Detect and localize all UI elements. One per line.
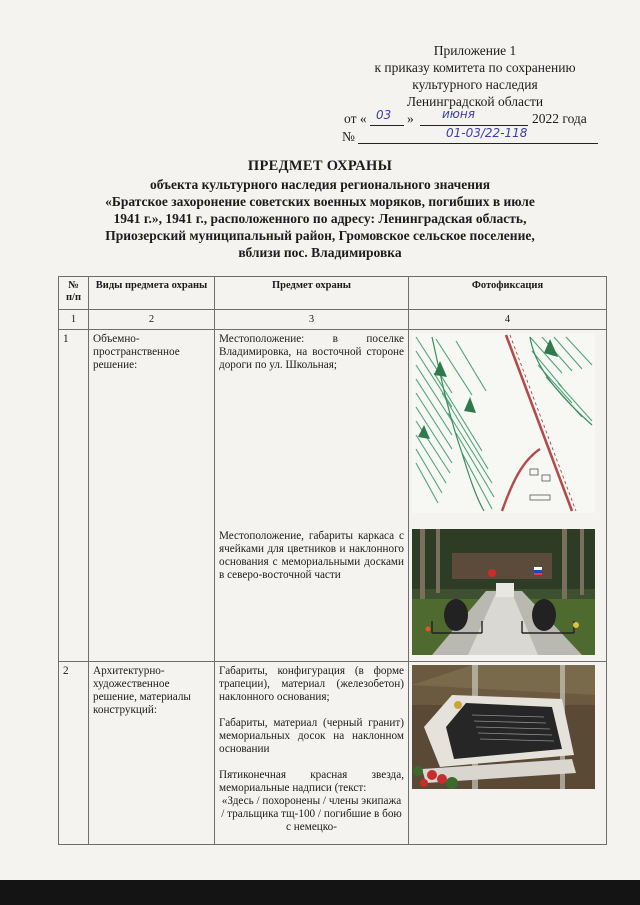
title-line-5: вблизи пос. Владимировка: [238, 245, 402, 260]
table-header-row: [59, 277, 607, 310]
row-type: Объемно-пространственное решение:: [89, 330, 215, 662]
row-photos: [409, 662, 607, 845]
header-photo: Фотофиксация: [409, 277, 607, 310]
memorial-overview-photo: [412, 529, 595, 655]
document-title: [60, 158, 580, 261]
column-number-row: [59, 310, 607, 330]
row-number: 2: [59, 662, 89, 845]
row-subject-plates: Габариты, материал (черный гранит) мемориальных досок на наклонном основании: [219, 717, 404, 755]
date-month-handwritten: июня: [442, 107, 475, 121]
appendix-committee-line: культурного наследия: [412, 77, 538, 92]
location-map-image: [412, 333, 595, 513]
number-handwritten: 01-03/22-118: [446, 126, 528, 140]
row-subject-frame: Местоположение, габариты каркаса с ячейками для цветников и наклонного основания с мемориальными досками в северо-восточной части: [219, 530, 404, 581]
table-row: [59, 330, 607, 662]
date-day-underline: [370, 125, 404, 126]
number-prefix: №: [342, 129, 355, 144]
header-subject: Предмет охраны: [215, 277, 409, 310]
col-number-2: 2: [89, 310, 215, 330]
date-prefix: от «: [344, 111, 367, 126]
memorial-plates-photo: [412, 665, 595, 789]
appendix-order-line: к приказу комитета по сохранению: [374, 60, 576, 75]
title-main: ПРЕДМЕТ ОХРАНЫ: [247, 158, 393, 174]
date-day-handwritten: 03: [376, 108, 392, 122]
appendix-region-line: Ленинградской области: [406, 94, 544, 109]
title-line-4: Приозерский муниципальный район, Громовское сельское поселение,: [105, 228, 535, 243]
row-subject-inscription: «Здесь / похоронены / члены экипажа / тральщика тщ-100 / погибшие в бою с немецко-: [221, 795, 402, 833]
protection-table: [58, 276, 607, 845]
header-type: Виды предмета охраны: [89, 277, 215, 310]
number-underline: [358, 143, 598, 144]
row-subject-location: Местоположение: в поселке Владимировка, на восточной стороне дороги по ул. Школьная;: [219, 333, 404, 371]
row-subject: [215, 662, 409, 845]
photo-gap: [412, 513, 603, 529]
title-line-3: 1941 г.», 1941 г., расположенного по адресу: Ленинградская область,: [113, 211, 527, 226]
title-line-1: объекта культурного наследия регионального значения: [149, 177, 491, 192]
header-number: № п/п: [59, 277, 89, 310]
row-photos: [409, 330, 607, 662]
scan-bottom-edge: [0, 880, 640, 905]
col-number-1: 1: [59, 310, 89, 330]
row-subject-star: Пятиконечная красная звезда, мемориальные надписи (текст:: [219, 769, 404, 794]
date-mid: »: [407, 111, 414, 126]
appendix-title: Приложение 1: [433, 43, 517, 58]
appendix-header: [342, 42, 600, 148]
row-subject-base: Габариты, конфигурация (в форме трапеции), материал (железобетон) наклонного основания;: [219, 665, 404, 703]
row-number: 1: [59, 330, 89, 662]
table-row: [59, 662, 607, 845]
row-type: Архитектурно-художественное решение, материалы конструкций:: [89, 662, 215, 845]
col-number-3: 3: [215, 310, 409, 330]
col-number-4: 4: [409, 310, 607, 330]
number-row: [342, 126, 600, 148]
date-year: 2022 года: [532, 111, 587, 126]
title-line-2: «Братское захоронение советских военных моряков, погибших в июле: [105, 194, 535, 209]
row-subject: [215, 330, 409, 662]
